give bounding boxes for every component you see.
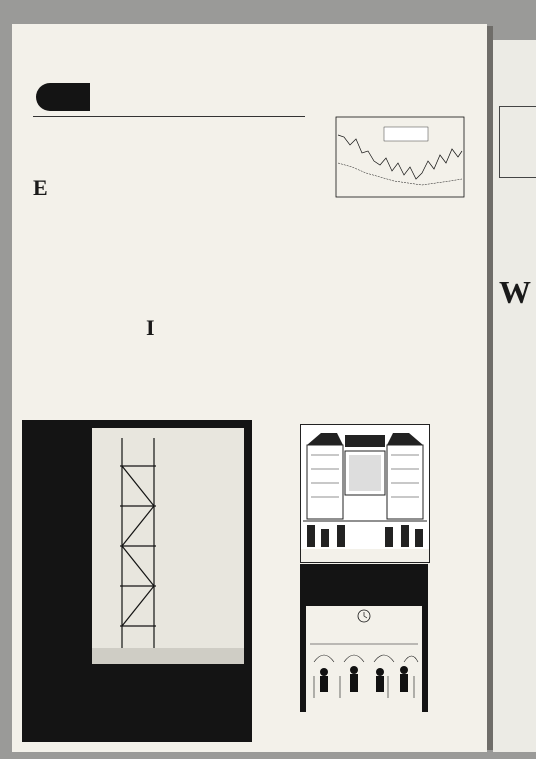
article-column-2 bbox=[146, 122, 250, 254]
article-column-4 bbox=[367, 212, 470, 418]
article-column-2b bbox=[146, 318, 250, 414]
japanese-restaurant-ad bbox=[300, 424, 430, 563]
around-the-clock-illustration bbox=[300, 564, 428, 712]
facing-page-text bbox=[499, 310, 536, 420]
article-column-1 bbox=[33, 178, 139, 414]
drop-cap-e: E bbox=[33, 178, 48, 200]
building-illustration bbox=[22, 420, 252, 742]
restaurant-illustration bbox=[301, 425, 429, 562]
facing-drop-cap: W bbox=[499, 274, 531, 310]
header-rule bbox=[33, 116, 305, 117]
eat-banner bbox=[36, 83, 90, 111]
article-column-3 bbox=[258, 212, 361, 418]
around-the-clock-ad bbox=[300, 564, 428, 676]
drop-cap-i: I bbox=[146, 318, 155, 340]
jovian-radii-chart bbox=[322, 103, 469, 207]
greene-street-ad bbox=[22, 420, 252, 742]
facing-page-chart bbox=[499, 106, 536, 178]
facing-page bbox=[493, 40, 536, 752]
